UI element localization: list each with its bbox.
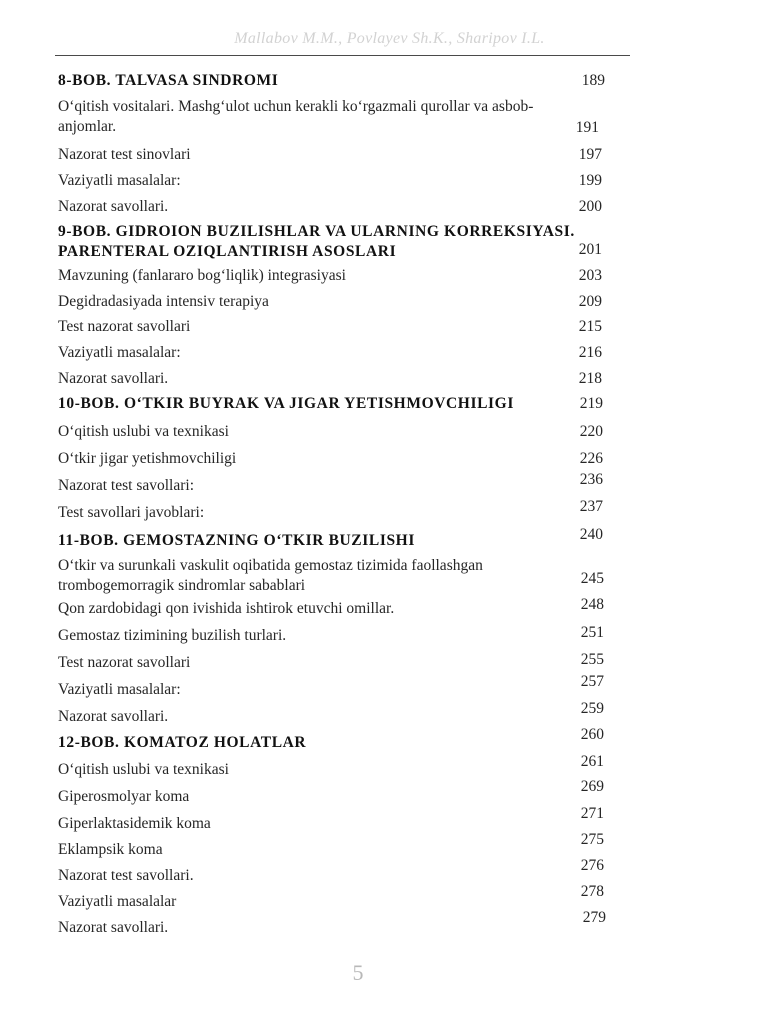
- chapter-title: 11-BOB. GEMOSTAZNING O‘TKIR BUZILISHI: [58, 532, 415, 549]
- page-number: 220: [579, 423, 603, 440]
- folio-page-number: 5: [352, 960, 364, 985]
- section-title: Vaziyatli masalalar:: [58, 172, 181, 189]
- page-number: 216: [578, 344, 602, 361]
- header-rule: [55, 55, 630, 56]
- chapter-title: 10-BOB. O‘TKIR BUYRAK VA JIGAR YETISHMOVCHILIGI: [58, 395, 514, 412]
- section-title: Giperosmolyar koma: [58, 788, 190, 805]
- page-number: 271: [580, 805, 604, 822]
- section-title: Test nazorat savollari: [58, 654, 191, 671]
- page-number: 251: [580, 624, 604, 641]
- page-number: 260: [580, 726, 604, 743]
- page-number: 276: [580, 857, 604, 874]
- page-number: 279: [582, 909, 606, 926]
- chapter-title: 12-BOB. KOMATOZ HOLATLAR: [58, 734, 307, 751]
- page-number: 278: [580, 883, 604, 900]
- section-title: Nazorat savollari.: [58, 198, 169, 215]
- page-number: 257: [580, 673, 604, 690]
- page-number: 226: [579, 450, 603, 467]
- page-number: 218: [578, 370, 602, 387]
- section-title: O‘qitish uslubi va texnikasi: [58, 423, 229, 440]
- page-number: 197: [578, 146, 602, 163]
- section-title: Test savollari javoblari:: [58, 504, 205, 521]
- section-title: Nazorat savollari.: [58, 919, 169, 936]
- section-title: O‘qitish uslubi va texnikasi: [58, 761, 229, 778]
- page-number: 209: [578, 293, 602, 310]
- page-number: 269: [580, 778, 604, 795]
- section-title: Degidradasiyada intensiv terapiya: [58, 293, 269, 310]
- page-number: 255: [580, 651, 604, 668]
- page-number: 240: [579, 526, 603, 543]
- page-number: 275: [580, 831, 604, 848]
- section-title: O‘tkir jigar yetishmovchiligi: [58, 450, 237, 467]
- section-title: Vaziyatli masalalar: [58, 893, 177, 910]
- section-title: Mavzuning (fanlararo bog‘liqlik) integrasiyasi: [58, 267, 346, 284]
- page-number: 219: [579, 395, 603, 412]
- running-head: Mallabov M.M., Povlayev Sh.K., Sharipov I.L.: [234, 30, 545, 47]
- section-title: Nazorat savollari.: [58, 708, 169, 725]
- section-title: Nazorat savollari.: [58, 370, 169, 387]
- section-title: Vaziyatli masalalar:: [58, 681, 181, 698]
- section-title: O‘qitish vositalari. Mashg‘ulot uchun kerakli ko‘rgazmali qurollar va asbob-anjomlar.: [58, 98, 534, 135]
- section-title: Eklampsik koma: [58, 841, 163, 858]
- page-number: 203: [578, 267, 602, 284]
- page-number: 191: [575, 119, 599, 136]
- page-number: 259: [580, 700, 604, 717]
- page-number: 215: [578, 318, 602, 335]
- section-title: Nazorat test savollari.: [58, 867, 194, 884]
- section-title: Giperlaktasidemik koma: [58, 815, 211, 832]
- page-number: 236: [579, 471, 603, 488]
- page-number: 199: [578, 172, 602, 189]
- section-title: Gemostaz tizimining buzilish turlari.: [58, 627, 287, 644]
- section-title: Nazorat test sinovlari: [58, 146, 191, 163]
- section-title: Vaziyatli masalalar:: [58, 344, 181, 361]
- page-number: 237: [579, 498, 603, 515]
- chapter-title: 9-BOB. GIDROION BUZILISHLAR VA ULARNING KORREKSIYASI. PARENTERAL OZIQLANTIRISH ASOSLARI: [58, 223, 575, 260]
- chapter-title: 8-BOB. TALVASA SINDROMI: [58, 72, 279, 89]
- section-title: Nazorat test savollari:: [58, 477, 195, 494]
- section-title: Test nazorat savollari: [58, 318, 191, 335]
- page-number: 201: [578, 241, 602, 258]
- page-number: 200: [578, 198, 602, 215]
- page-number: 248: [580, 596, 604, 613]
- page-number: 245: [580, 570, 604, 587]
- page-number: 189: [581, 72, 605, 89]
- page-number: 261: [580, 753, 604, 770]
- section-title: O‘tkir va surunkali vaskulit oqibatida gemostaz tizimida faollashgan trombogemorragik sindromlar sabablari: [58, 557, 483, 594]
- section-title: Qon zardobidagi qon ivishida ishtirok etuvchi omillar.: [58, 600, 395, 617]
